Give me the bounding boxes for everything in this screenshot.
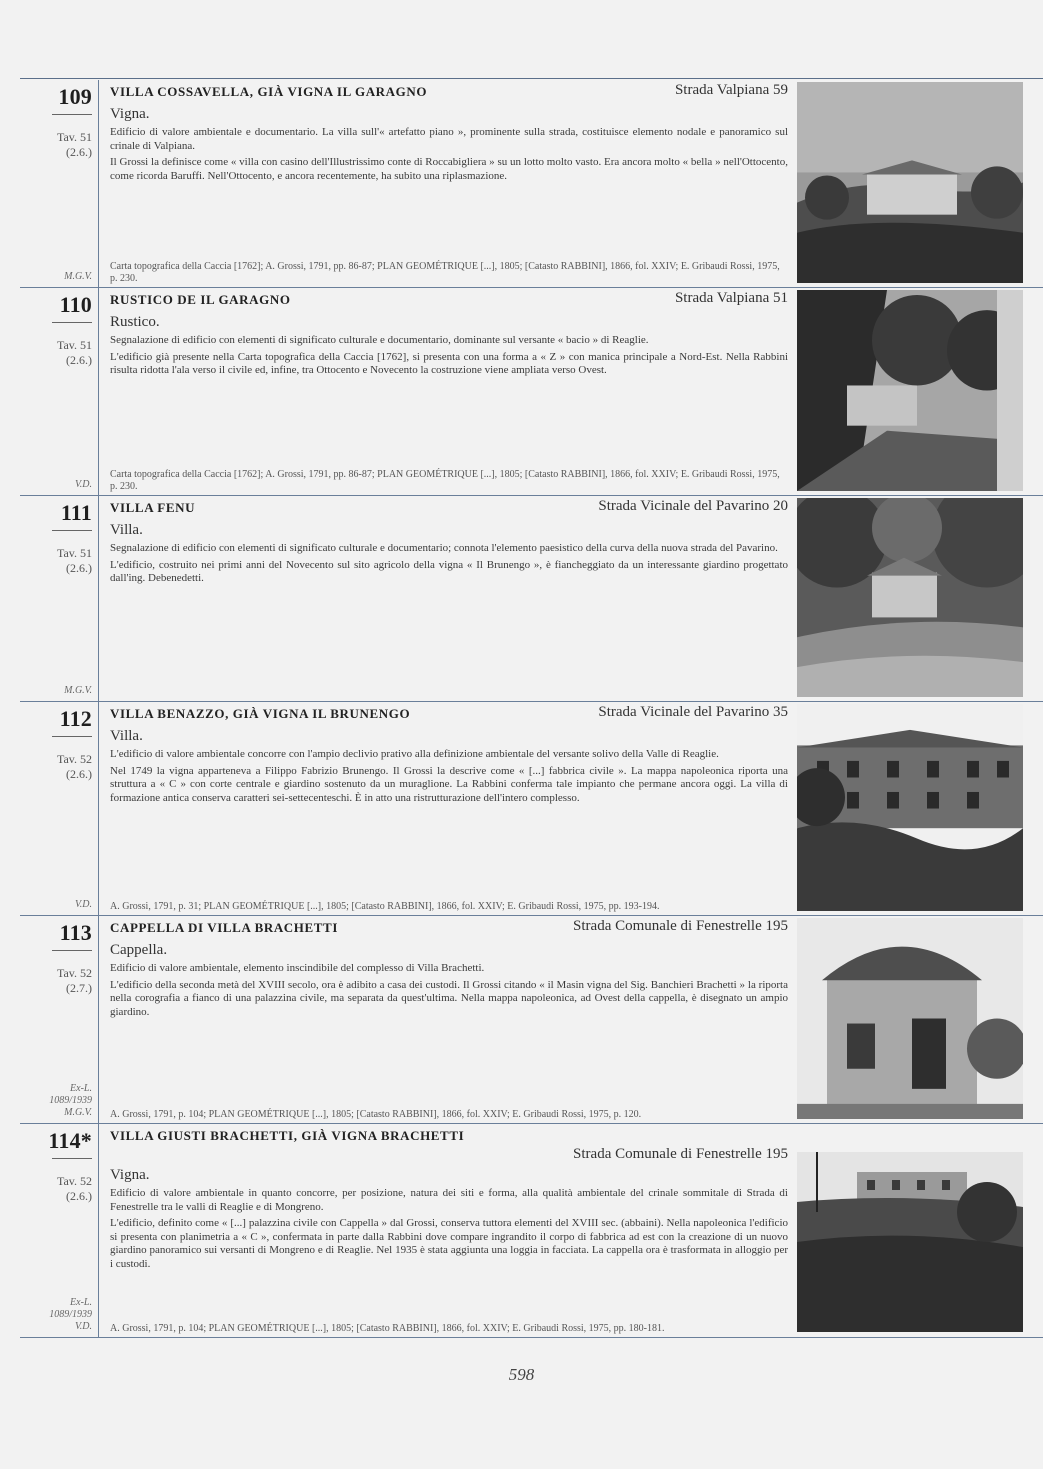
entry-references: A. Grossi, 1791, p. 104; PLAN GEOMÉTRIQUE [...], 1805; [Catasto RABBINI], 1866, fol. XXIV; E. Gribaudi Rossi, 1975, pp. 180-181. [110, 1323, 665, 1334]
entry-type: Vigna. [110, 106, 150, 122]
entry-left-column [20, 916, 96, 1123]
number-underline [52, 530, 92, 531]
entry-address: Strada Comunale di Fenestrelle 195 [573, 918, 788, 934]
column-divider [98, 916, 99, 1123]
entry-address: Strada Vicinale del Pavarino 20 [598, 498, 788, 514]
entry-title: VILLA BENAZZO, GIÀ VIGNA IL BRUNENGO [110, 706, 411, 721]
entry-references: Carta topografica della Caccia [1762]; A. Grossi, 1791, pp. 86-87; PLAN GEOMÉTRIQUE [...], 1805; [Catasto RABBINI], 1866, fol. XXIV; E. Gribaudi Rossi, 1975, p. 230. [110, 261, 780, 284]
category-code: (2.6.) [66, 561, 92, 575]
column-divider [98, 702, 99, 915]
entry-left-column [20, 496, 96, 701]
entry-left-column [20, 1124, 96, 1337]
entry-content [110, 82, 788, 285]
photo-vineyard-villa [797, 1152, 1023, 1332]
entry-113 [20, 916, 1043, 1124]
entry-photo [797, 82, 1023, 283]
category-code: (2.6.) [66, 145, 92, 159]
entry-114 [20, 1124, 1043, 1338]
entry-paragraph: Edificio di valore ambientale e documentario. La villa sull'« artefatto piano », prominente sulla strada, costituisce elemento nodale e panoramico sul crinale di Valpiana. [110, 126, 788, 152]
entry-type: Villa. [110, 728, 143, 744]
number-underline [52, 736, 92, 737]
entry-111 [20, 496, 1043, 702]
author-initials: Ex-L. 1089/1939 V.D. [49, 1297, 92, 1332]
entry-title: VILLA FENU [110, 500, 196, 515]
photo-chapel [797, 918, 1023, 1119]
entry-references: A. Grossi, 1791, p. 104; PLAN GEOMÉTRIQUE [...], 1805; [Catasto RABBINI], 1866, fol. XXIV; E. Gribaudi Rossi, 1975, p. 120. [110, 1109, 642, 1120]
entry-paragraph: L'edificio di valore ambientale concorre con l'ampio declivio prativo alla definizione ambientale del versante solivo della Valle di Reaglie. [110, 748, 719, 760]
entry-paragraph: Nel 1749 la vigna apparteneva a Filippo Fabrizio Brunengo. Il Grossi la descrive come « [...] fabbrica civile ». La mappa napoleonica riporta una struttura a « C » con corte centrale e giardino sostenuto da un muraglione. La Rabbini conferma tale impianto che permane ancora oggi. La villa di formazione antica conserva caratteri sei-settecenteschi. È in atto una ristrutturazione dell'intero complesso. [110, 764, 788, 804]
entry-photo [797, 498, 1023, 697]
category-code: (2.7.) [66, 981, 92, 995]
entry-paragraph: Edificio di valore ambientale, elemento inscindibile del complesso di Villa Brachetti. [110, 962, 485, 974]
number-underline [52, 114, 92, 115]
photo-villa-in-garden [797, 498, 1023, 697]
entry-109 [20, 80, 1043, 288]
page-number: 598 [508, 1365, 535, 1384]
entry-number: 111 [60, 500, 92, 525]
entry-number: 114* [48, 1128, 92, 1153]
entry-photo [797, 704, 1023, 911]
entry-content [110, 1126, 788, 1335]
entry-references: A. Grossi, 1791, p. 31; PLAN GEOMÉTRIQUE [...], 1805; [Catasto RABBINI], 1866, fol. XXIV; E. Gribaudi Rossi, 1975, pp. 193-194. [110, 901, 660, 912]
entry-title: CAPPELLA DI VILLA BRACHETTI [110, 920, 338, 935]
entry-left-column [20, 702, 96, 915]
entry-title: VILLA GIUSTI BRACHETTI, GIÀ VIGNA BRACHETTI [110, 1128, 465, 1143]
entry-photo [797, 918, 1023, 1119]
column-divider [98, 496, 99, 701]
entry-title: RUSTICO DE IL GARAGNO [110, 292, 291, 307]
entry-header [110, 498, 788, 518]
entry-paragraph: L'edificio già presente nella Carta topografica della Caccia [1762], si presenta con una forma a « Z » con manica principale a Nord-Est. Nella Rabbini risulta ridotta l'ala verso il civile ed, infine, tra Ottocento e Novecento la costruzione viene ampliata verso Ovest. [110, 350, 788, 377]
entry-paragraph: L'edificio, costruito nei primi anni del Novecento sul sito agricolo della vigna « Il Brunengo », è fiancheggiato da un interessante giardino progettato dall'ing. Debenedetti. [110, 558, 788, 585]
number-underline [52, 950, 92, 951]
entry-number: 109 [58, 84, 92, 109]
entry-address: Strada Valpiana 59 [674, 82, 788, 98]
author-initials: V.D. [74, 899, 92, 910]
entry-content [110, 498, 788, 699]
column-divider [98, 80, 99, 287]
entry-paragraph: L'edificio, definito come « [...] palazzina civile con Cappella » dal Grossi, conserva tuttora elementi del XVIII sec. (abbaini). Nella napoleonica l'edificio si presenta con planimetria a « C », confermata in parte dalla Rabbini dove compare ingrandito il corpo di fabbrica ad est con la creazione di un nuovo giardino panoramico sui versanti di Mongreno e di Reaglie. Nel 1935 è stata aggiunta una loggia in facciata. La cappella ora è trasformata in alloggio per i custodi. [110, 1217, 788, 1270]
entry-address: Strada Vicinale del Pavarino 35 [598, 704, 788, 720]
plate-number: Tav. 52 [56, 1174, 92, 1188]
plate-reference [57, 752, 92, 782]
entry-header [110, 918, 788, 938]
entry-content [110, 918, 788, 1121]
entry-type: Cappella. [110, 942, 168, 958]
plate-reference [57, 966, 92, 996]
category-code: (2.6.) [66, 1189, 92, 1203]
author-initials: Ex-L. 1089/1939 M.G.V. [49, 1083, 92, 1118]
entry-address: Strada Valpiana 51 [674, 290, 788, 306]
entry-type: Vigna. [110, 1167, 150, 1183]
author-initials: M.G.V. [64, 271, 92, 282]
entry-type: Rustico. [110, 314, 160, 330]
column-divider [98, 1124, 99, 1337]
plate-number: Tav. 51 [56, 546, 92, 560]
plate-number: Tav. 52 [56, 752, 92, 766]
photo-villa-on-hill [797, 82, 1023, 283]
entry-header [110, 1126, 788, 1146]
entry-photo [797, 1152, 1023, 1332]
author-initials: M.G.V. [64, 685, 92, 696]
photo-rustic-with-trees [797, 290, 1023, 491]
entry-photo [797, 290, 1023, 491]
entry-number: 110 [59, 292, 92, 317]
entry-header [110, 704, 788, 724]
entry-paragraph: L'edificio della seconda metà del XVIII secolo, ora è adibito a casa dei custodi. Il Grossi citando « il Masin vigna del Sig. Banchieri Brachetti » la riporta nella corografia a fianco di una palazzina civile, ma separata da quest'ultima. Nella mappa napoleonica, ad Ovest della cappella, è disegnato un ampio giardino. [110, 978, 788, 1018]
entry-number: 113 [59, 920, 92, 945]
entry-references: Carta topografica della Caccia [1762]; A. Grossi, 1791, pp. 86-87; PLAN GEOMÉTRIQUE [...], 1805; [Catasto RABBINI], 1866, fol. XXIV; E. Gribaudi Rossi, 1975, p. 230. [110, 469, 780, 492]
entry-110 [20, 288, 1043, 496]
entry-paragraph: Edificio di valore ambientale in quanto concorre, per posizione, natura dei siti e forma, alla qualità ambientale del crinale sommitale di Strada di Fenestrelle tra le valli di Reaglie e di Mongreno. [110, 1187, 788, 1213]
entry-header [110, 82, 788, 102]
plate-reference [57, 338, 92, 368]
category-code: (2.6.) [66, 767, 92, 781]
plate-number: Tav. 51 [56, 338, 92, 352]
category-code: (2.6.) [66, 353, 92, 367]
entry-paragraph: Segnalazione di edificio con elementi di significato culturale e documentario, dominante sul versante « bacio » di Reaglie. [110, 334, 649, 346]
entry-header [110, 290, 788, 310]
entry-paragraph: Segnalazione di edificio con elementi di significato culturale e documentario; connota l'elemento paesistico della curva della nuova strada del Pavarino. [110, 542, 778, 554]
plate-reference [57, 1174, 92, 1204]
photo-villa-facade [797, 704, 1023, 911]
entry-number: 112 [59, 706, 92, 731]
entry-paragraph: Il Grossi la definisce come « villa con casino dell'Illustrissimo conte di Roccabigliera » su un lotto molto vasto. Era ancora molto « bella » nell'Ottocento, come ricorda Baruffi. Nell'Ottocento, e ancora recentemente, ha subito una riplasmazione. [110, 156, 788, 182]
plate-number: Tav. 52 [56, 966, 92, 980]
entry-left-column [20, 80, 96, 287]
entry-left-column [20, 288, 96, 495]
plate-reference [57, 130, 92, 160]
entry-type: Villa. [110, 522, 143, 538]
entry-content [110, 704, 788, 913]
number-underline [52, 1158, 92, 1159]
entry-address: Strada Comunale di Fenestrelle 195 [573, 1146, 788, 1162]
plate-number: Tav. 51 [56, 130, 92, 144]
entry-title: VILLA COSSAVELLA, GIÀ VIGNA IL GARAGNO [110, 84, 428, 99]
author-initials: V.D. [74, 479, 92, 490]
entry-112 [20, 702, 1043, 916]
entry-content [110, 290, 788, 493]
plate-reference [57, 546, 92, 576]
number-underline [52, 322, 92, 323]
top-rule [20, 78, 1043, 79]
column-divider [98, 288, 99, 495]
